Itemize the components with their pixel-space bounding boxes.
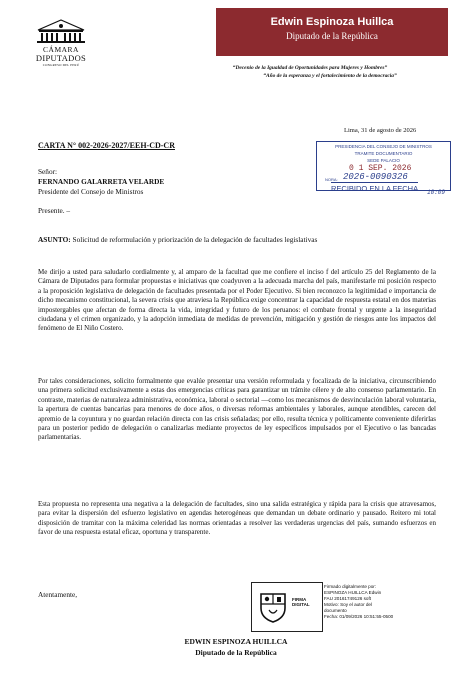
decenio-line-2: “Año de la esperanza y el fortalecimiento de la democracia” xyxy=(263,73,397,79)
sig-meta-line-4: Motivo: Soy el autor del xyxy=(324,602,373,607)
logo-line-camara: CÁMARA xyxy=(43,45,79,54)
logo-line-diputados: DIPUTADOS xyxy=(35,53,87,63)
camara-logo xyxy=(20,18,102,67)
signature-box-title xyxy=(292,597,310,607)
decenio-line-1: “Decenio de la Igualdad de Oportunidades para Mujeres y Hombres” xyxy=(232,65,388,71)
closing: Atentamente, xyxy=(38,590,78,599)
recipient-title: Presidente del Consejo de Ministros xyxy=(38,187,144,196)
logo-line-congreso: CONGRESO DEL PERÚ xyxy=(42,63,80,67)
banner-role: Diputado de la República xyxy=(286,31,378,41)
subject-text: Solicitud de reformulación y priorización de la delegación de facultades legislativas xyxy=(72,235,318,244)
date-line: Lima, 31 de agosto de 2026 xyxy=(344,127,417,134)
letter-reference: CARTA N° 002-2026-2027/EEH-CD-CR xyxy=(38,141,175,150)
congress-building-icon xyxy=(34,18,88,44)
sig-meta-line-2: ESPINOZA HUILLCA Edwin xyxy=(324,590,382,595)
stamp-line-1: PRESIDENCIA DEL CONSEJO DE MINISTROS xyxy=(335,144,432,149)
digital-signature-box xyxy=(251,582,323,632)
body-paragraph-1: Me dirijo a usted para saludarlo cordialmente y, al amparo de la facultad que me confiere el inciso f del artículo 25 del Reglamento de la Cámara de Diputados para formular propuestas e iniciativas que coadyuven a la adecuada marcha del país, manifestarle mi posición respecto a la proposición legislativa de delegación de facultades presentada por el Poder Ejecutivo. Si bien reconozco la legitimidad e importancia de dicho mecanismo constitucional, la severa crisis que atraviesa la República exige concentrar la capacidad de respuesta estatal en dos materias impostergables que afectan de forma directa la vida, integridad y futuro de los peruanos: el combate frontal y urgente a la inseguridad ciudadana y el crimen organizado, y la adopción inmediata de medidas de prevención, mitigación y gestión de riesgos ante los impactos del fenómeno de El Niño Costero. xyxy=(38,268,436,333)
stamp-line-2: TRAMITE DOCUMENTARIO xyxy=(354,151,413,156)
sig-meta-line-5: documento xyxy=(324,608,347,613)
header-banner xyxy=(216,8,448,56)
subject-line xyxy=(38,235,458,244)
signature-box-title-2: DIGITAL xyxy=(292,602,310,607)
subject-label: ASUNTO: xyxy=(38,235,71,244)
stamp-number-label: NORA: xyxy=(325,177,338,182)
stamp-number: 2026-0090326 xyxy=(343,172,408,182)
presente-line: Presente. – xyxy=(38,206,71,215)
peru-coat-of-arms-icon xyxy=(257,590,289,624)
signer-name: EDWIN ESPINOZA HUILLCA xyxy=(184,637,288,646)
signer-role: Diputado de la República xyxy=(195,648,277,657)
reception-stamp xyxy=(316,141,451,196)
sig-meta-line-6: Fecha: 01/09/2026 10:51:55-0500 xyxy=(324,614,394,619)
salutation: Señor: xyxy=(38,167,58,176)
sig-meta-line-3: FAU 20161749126 soft xyxy=(324,596,371,601)
stamp-time: 10:09 xyxy=(427,189,446,196)
body-paragraph-2: Por tales consideraciones, solicito formalmente que evalúe presentar una versión reformulada y focalizada de la iniciativa, circunscribiendo una primera solicitud exclusivamente a estas dos emergencias críticas para garantizar un trámite célere y de alto consenso parlamentario. En contraste, materias de naturaleza administrativa, económica, laboral o sectorial —como los mecanismos de desvinculación laboral voluntaria, la apertura de cuentas bancarias para menores de doce años, o diversas reformas ambientales y laborales, aunque atendibles, carecen del apremio de la coyuntura y no guardan relación directa con las crisis señaladas; por ello, resulta técnica y políticamente conveniente diferirlas para un posterior pedido de delegación o canalizarlas mediante proyectos de ley específicos impulsados por el Ejecutivo o las bancadas parlamentarias. xyxy=(38,377,436,442)
signature-box-title-1: FIRMA xyxy=(292,597,307,602)
banner-name: Edwin Espinoza Huillca xyxy=(270,16,394,28)
stamp-line-3: SEDE PALACIO xyxy=(367,158,400,163)
body-paragraph-3: Esta propuesta no representa una negativa a la delegación de facultades, sino una salida estratégica y rápida para la crisis que atravesamos, para evitar la dispersión del esfuerzo legislativo en agendas heterogéneas que demandan un debate ordinario y pausado. Reitero mi total disposición de tramitar con la máxima celeridad las normas orientadas a resolver las verdaderas urgencias del país, sumando esfuerzos en favor de una respuesta estatal eficaz, oportuna y transparente. xyxy=(38,500,436,537)
stamp-received: RECIBIDO EN LA FECHA xyxy=(331,184,419,193)
recipient-name: FERNANDO GALARRETA VELARDE xyxy=(38,177,165,186)
sig-meta-line-1: Firmado digitalmente por: xyxy=(324,584,377,589)
decenio-mottos xyxy=(170,64,450,80)
digital-signature-meta xyxy=(324,584,393,620)
stamp-date: 0 1 SEP. 2026 xyxy=(349,164,412,173)
